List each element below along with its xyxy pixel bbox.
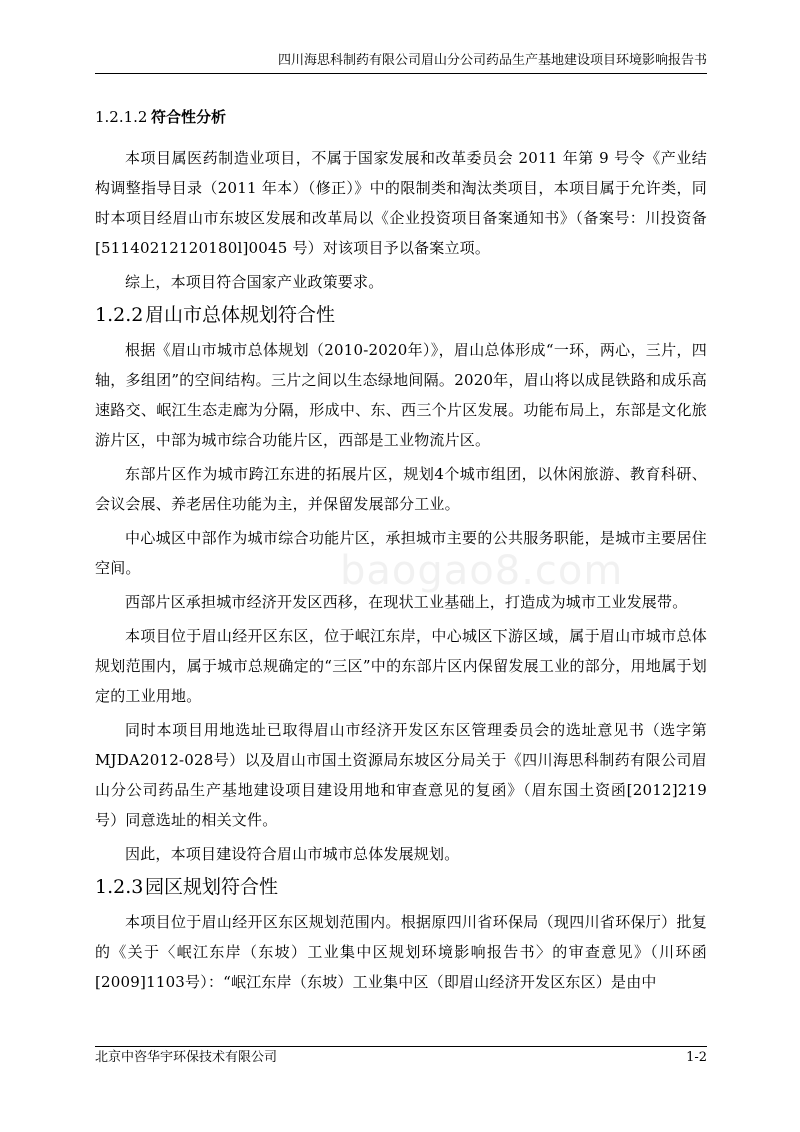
watermark: baogao8.com xyxy=(340,548,624,594)
running-header: 四川海思科制药有限公司眉山分公司药品生产基地建设项目环境影响报告书 xyxy=(277,53,707,68)
paragraph: 本项目位于眉山经开区东区，位于岷江东岸，中心城区下游区域，属于眉山市城市总体规划范围内，属于城市总规确定的“三区”中的东部片区内保留发展工业的部分，用地属于划定的工业用地。 xyxy=(95,627,707,705)
paragraph: 同时本项目用地选址已取得眉山市经济开发区东区管理委员会的选址意见书（选字第MJDA2012-028号）以及眉山市国土资源局东坡区分局关于《四川海思科制药有限公司眉山分公司药品生产基地建设项目建设用地和审查意见的复函》（眉东国土资函[2012]219号）同意选址的相关文件。 xyxy=(95,721,707,829)
paragraph: 西部片区承担城市经济开发区西移，在现状工业基础上，打造成为城市工业发展带。 xyxy=(125,593,688,611)
page-body xyxy=(95,106,707,1001)
section-number: 1.2.2 xyxy=(95,304,144,326)
section-heading-1-2-2 xyxy=(95,301,707,329)
section-heading-1-2-3 xyxy=(95,873,707,901)
footer-company: 北京中咨华宇环保技术有限公司 xyxy=(95,1050,278,1065)
paragraph: 本项目属医药制造业项目，不属于国家发展和改革委员会 2011 年第 9 号令《产业结构调整指导目录（2011 年本）（修正）》中的限制类和淘汰类项目，本项目属于允许类，同时本项目经眉山市东坡区发展和改革局以《企业投资项目备案通知书》（备案号：川投资备[51140212120180l]0045 号）对该项目予以备案立项。 xyxy=(95,149,707,257)
section-title: 园区规划符合性 xyxy=(145,876,279,898)
section-heading-1-2-1-2 xyxy=(95,106,707,128)
section-title: 眉山市总体规划符合性 xyxy=(145,304,336,326)
paragraph: 因此，本项目建设符合眉山市城市总体发展规划。 xyxy=(125,845,460,863)
paragraph: 综上，本项目符合国家产业政策要求。 xyxy=(125,273,384,291)
section-title: 符合性分析 xyxy=(151,108,227,126)
paragraph: 中心城区中部作为城市综合功能片区，承担城市主要的公共服务职能，是城市主要居住空间。 xyxy=(95,529,707,577)
section-number: 1.2.3 xyxy=(95,876,144,898)
paragraph: 东部片区作为城市跨江东进的拓展片区，规划4个城市组团，以休闲旅游、教育科研、会议会展、养老居住功能为主，并保留发展部分工业。 xyxy=(95,465,707,513)
footer-rule xyxy=(95,1046,707,1047)
paragraph: 本项目位于眉山经开区东区规划范围内。根据原四川省环保局（现四川省环保厅）批复的《关于〈岷江东岸（东坡）工业集中区规划环境影响报告书〉的审查意见》（川环函[2009]1103号）：“岷江东岸（东坡）工业集中区（即眉山经济开发区东区）是由中 xyxy=(95,913,707,991)
section-number: 1.2.1.2 xyxy=(95,108,148,126)
header-rule xyxy=(95,73,707,74)
paragraph: 根据《眉山市城市总体规划（2010-2020年）》，眉山总体形成“一环，两心，三片，四轴，多组团”的空间结构。三片之间以生态绿地间隔。2020年，眉山将以成昆铁路和成乐高速路交、岷江生态走廊为分隔，形成中、东、西三个片区发展。功能布局上，东部是文化旅游片区，中部为城市综合功能片区，西部是工业物流片区。 xyxy=(95,341,707,449)
page-number: 1-2 xyxy=(686,1050,707,1065)
